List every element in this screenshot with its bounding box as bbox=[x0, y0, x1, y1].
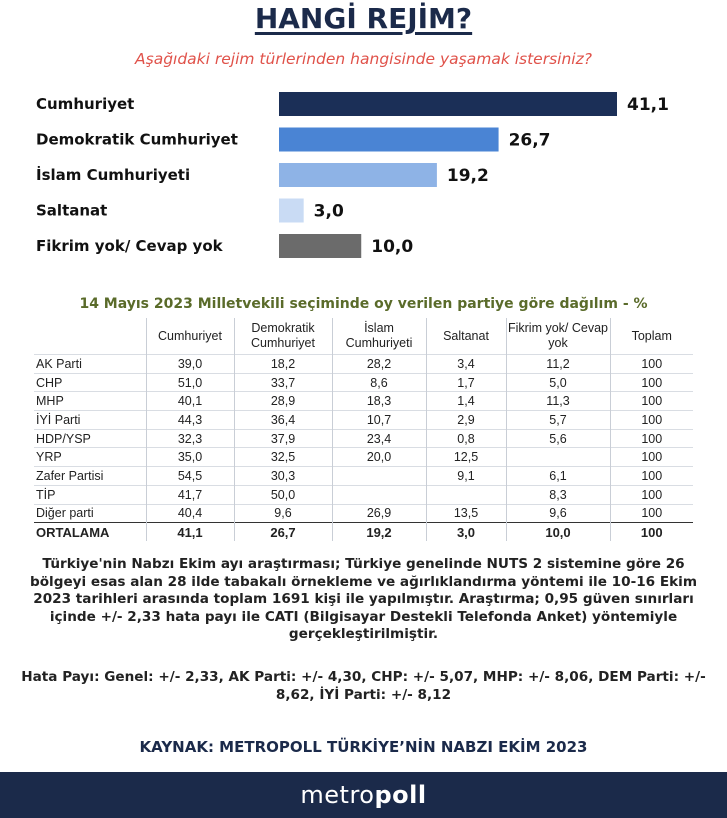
bar-category-label: Fikrim yok/ Cevap yok bbox=[36, 237, 223, 255]
row-party-name: Diğer parti bbox=[34, 504, 146, 523]
row-party-name: AK Parti bbox=[34, 355, 146, 374]
table-cell: 40,1 bbox=[146, 392, 234, 411]
table-cell: 12,5 bbox=[426, 448, 506, 467]
table-cell: 100 bbox=[610, 467, 693, 486]
table-cell bbox=[426, 485, 506, 504]
table-cell: 10,7 bbox=[332, 411, 426, 430]
table-row bbox=[34, 392, 693, 411]
table-cell: 100 bbox=[610, 523, 693, 541]
table-cell: 1,7 bbox=[426, 373, 506, 392]
table-cell: 19,2 bbox=[332, 523, 426, 541]
table-cell: 5,7 bbox=[506, 411, 610, 430]
table-cell: 32,5 bbox=[234, 448, 332, 467]
table-cell: 10,0 bbox=[506, 523, 610, 541]
table-cell: 9,6 bbox=[506, 504, 610, 523]
bar-category-label: Cumhuriyet bbox=[36, 95, 135, 113]
table-cell: 18,3 bbox=[332, 392, 426, 411]
table-cell: 36,4 bbox=[234, 411, 332, 430]
table-row bbox=[34, 355, 693, 374]
table-cell: 8,6 bbox=[332, 373, 426, 392]
header-toplam: Toplam bbox=[610, 318, 693, 355]
table-cell: 23,4 bbox=[332, 429, 426, 448]
bar bbox=[279, 234, 361, 258]
table-row bbox=[34, 411, 693, 430]
table-cell: 100 bbox=[610, 373, 693, 392]
table-row bbox=[34, 448, 693, 467]
table-cell: 37,9 bbox=[234, 429, 332, 448]
metropoll-logo bbox=[300, 781, 426, 809]
page-title: HANGİ REJİM? bbox=[254, 2, 473, 35]
table-cell: 100 bbox=[610, 392, 693, 411]
header-fikrim-yok: Fikrim yok/ Cevap yok bbox=[506, 318, 610, 355]
table-cell: 6,1 bbox=[506, 467, 610, 486]
logo-part-metro: metro bbox=[300, 781, 375, 809]
row-party-name: TİP bbox=[34, 485, 146, 504]
row-party-name: CHP bbox=[34, 373, 146, 392]
bar-value-label: 3,0 bbox=[313, 201, 344, 222]
bar-value-label: 10,0 bbox=[371, 237, 414, 257]
row-party-name: YRP bbox=[34, 448, 146, 467]
table-cell bbox=[506, 448, 610, 467]
table-row bbox=[34, 504, 693, 523]
table-cell: 2,9 bbox=[426, 411, 506, 430]
table-cell: 1,4 bbox=[426, 392, 506, 411]
table-cell: 28,2 bbox=[332, 355, 426, 374]
row-party-name: MHP bbox=[34, 392, 146, 411]
footer-bar bbox=[0, 772, 727, 818]
header-saltanat: Saltanat bbox=[426, 318, 506, 355]
table-cell: 28,9 bbox=[234, 392, 332, 411]
table-row bbox=[34, 467, 693, 486]
table-cell bbox=[332, 467, 426, 486]
table-cell: 32,3 bbox=[146, 429, 234, 448]
table-cell bbox=[332, 485, 426, 504]
header-demokratik: Demokratik Cumhuriyet bbox=[234, 318, 332, 355]
bar-category-label: Saltanat bbox=[36, 201, 108, 220]
table-cell: 3,4 bbox=[426, 355, 506, 374]
party-distribution-table bbox=[34, 318, 693, 541]
bar bbox=[279, 128, 499, 152]
table-row bbox=[34, 373, 693, 392]
header-islam: İslam Cumhuriyeti bbox=[332, 318, 426, 355]
header-blank bbox=[34, 318, 146, 355]
table-cell: 9,6 bbox=[234, 504, 332, 523]
table-cell: 100 bbox=[610, 429, 693, 448]
table-cell: 20,0 bbox=[332, 448, 426, 467]
table-average-row bbox=[34, 523, 693, 541]
bar-value-label: 19,2 bbox=[446, 166, 489, 186]
table-title: 14 Mayıs 2023 Milletvekili seçiminde oy verilen partiye göre dağılım - % bbox=[79, 296, 648, 312]
table-cell: 30,3 bbox=[234, 467, 332, 486]
header-cumhuriyet: Cumhuriyet bbox=[146, 318, 234, 355]
table-cell: 11,2 bbox=[506, 355, 610, 374]
table-cell: 100 bbox=[610, 448, 693, 467]
table-cell: 40,4 bbox=[146, 504, 234, 523]
survey-question: Aşağıdaki rejim türlerinden hangisinde yaşamak istersiniz? bbox=[135, 50, 592, 68]
table-cell: 44,3 bbox=[146, 411, 234, 430]
table-cell: 35,0 bbox=[146, 448, 234, 467]
table-cell: 0,8 bbox=[426, 429, 506, 448]
table-cell: 54,5 bbox=[146, 467, 234, 486]
table-cell: 50,0 bbox=[234, 485, 332, 504]
row-party-name: ORTALAMA bbox=[34, 523, 146, 541]
table-cell: 3,0 bbox=[426, 523, 506, 541]
table-cell: 18,2 bbox=[234, 355, 332, 374]
table-cell: 100 bbox=[610, 411, 693, 430]
logo-part-poll: poll bbox=[374, 781, 427, 809]
bar bbox=[279, 163, 437, 187]
bar-value-label: 26,7 bbox=[508, 130, 551, 151]
table-cell: 11,3 bbox=[506, 392, 610, 411]
table-cell: 5,0 bbox=[506, 373, 610, 392]
table-cell: 33,7 bbox=[234, 373, 332, 392]
regime-bar-chart bbox=[0, 0, 727, 290]
bar bbox=[279, 92, 617, 116]
table-cell: 100 bbox=[610, 504, 693, 523]
table-cell: 26,9 bbox=[332, 504, 426, 523]
table-cell: 9,1 bbox=[426, 467, 506, 486]
bar bbox=[279, 199, 304, 223]
table-cell: 51,0 bbox=[146, 373, 234, 392]
bar-category-label: İslam Cumhuriyeti bbox=[36, 166, 191, 184]
table-cell: 100 bbox=[610, 355, 693, 374]
table-cell: 8,3 bbox=[506, 485, 610, 504]
bar-value-label: 41,1 bbox=[627, 95, 669, 115]
table-cell: 41,1 bbox=[146, 523, 234, 541]
row-party-name: İYİ Parti bbox=[34, 411, 146, 430]
table-cell: 100 bbox=[610, 485, 693, 504]
table-row bbox=[34, 429, 693, 448]
table-cell: 5,6 bbox=[506, 429, 610, 448]
table-row bbox=[34, 485, 693, 504]
row-party-name: Zafer Partisi bbox=[34, 467, 146, 486]
table-header-row bbox=[34, 318, 693, 355]
table-cell: 26,7 bbox=[234, 523, 332, 541]
table-cell: 41,7 bbox=[146, 485, 234, 504]
row-party-name: HDP/YSP bbox=[34, 429, 146, 448]
methodology-note: Türkiye'nin Nabzı Ekim ayı araştırması; Türkiye genelinde NUTS 2 sistemine göre 26 bölgeyi esas alan 28 ilde tabakalı örnekleme ve ağırlıklandırma yöntemi ile 10-16 Ekim 2023 tarihleri arasında toplam 1691 kişi ile yapılmıştır. Araştırma; 0,95 güven sınırları içinde +/- 2,33 hata payı ile CATI (Bilgisayar Destekli Telefonda Anket) yöntemiyle gerçekleştirilmiştir. bbox=[29, 556, 698, 642]
source-line: KAYNAK: METROPOLL TÜRKİYE’NİN NABZI EKİM 2023 bbox=[139, 738, 588, 756]
table-cell: 13,5 bbox=[426, 504, 506, 523]
margin-of-error-note: Hata Payı: Genel: +/- 2,33, AK Parti: +/- 4,30, CHP: +/- 5,07, MHP: +/- 8,06, DEM Parti: +/- 8,62, İYİ Parti: +/- 8,12 bbox=[21, 669, 706, 703]
bar-category-label: Demokratik Cumhuriyet bbox=[36, 130, 238, 149]
table-cell: 39,0 bbox=[146, 355, 234, 374]
